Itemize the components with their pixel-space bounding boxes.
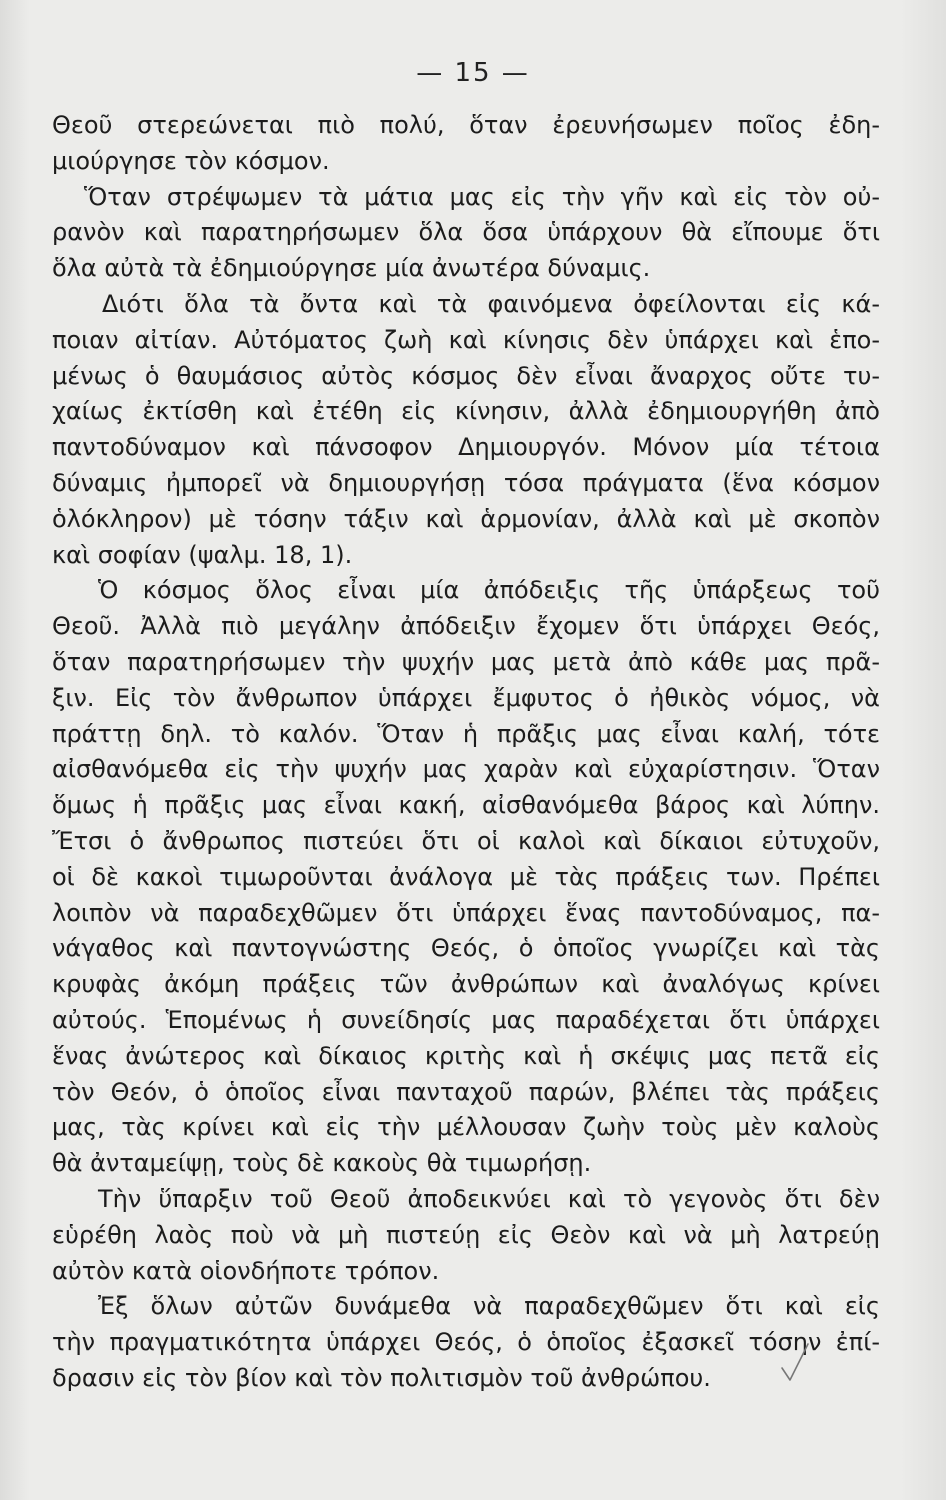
text-line: μένως ὁ θαυμάσιος αὐτὸς κόσμος δὲν εἶναι ἄναρχος οὔτε τυ- bbox=[52, 361, 880, 390]
text-line: αὐτούς. Ἑπομένως ἡ συνείδησίς μας παραδέχεται ὅτι ὑπάρχει bbox=[52, 1005, 880, 1034]
text-line: νάγαθος καὶ παντογνώστης Θεός, ὁ ὁποῖος γνωρίζει καὶ τὰς bbox=[52, 934, 880, 963]
text-line: εὑρέθη λαὸς ποὺ νὰ μὴ πιστεύῃ εἰς Θεὸν καὶ νὰ μὴ λατρεύῃ bbox=[52, 1220, 880, 1249]
handwritten-checkmark-icon bbox=[780, 1342, 810, 1384]
text-line: πράττῃ δηλ. τὸ καλόν. Ὅταν ἡ πρᾶξις μας εἶναι καλή, τότε bbox=[52, 719, 880, 748]
text-line: χαίως ἐκτίσθη καὶ ἐτέθη εἰς κίνησιν, ἀλλὰ ἐδημιουργήθη ἀπὸ bbox=[52, 397, 880, 426]
text-line: παντοδύναμον καὶ πάνσοφον Δημιουργόν. Μόνον μία τέτοια bbox=[52, 433, 880, 462]
text-line: ξιν. Εἰς τὸν ἄνθρωπον ὑπάρχει ἔμφυτος ὁ ἠθικὸς νόμος, νὰ bbox=[52, 683, 880, 712]
text-line: ποιαν αἰτίαν. Αὐτόματος ζωὴ καὶ κίνησις δὲν ὑπάρχει καὶ ἑπο- bbox=[52, 325, 880, 354]
page-number: — 15 — bbox=[416, 58, 530, 88]
text-line: Ὅταν στρέψωμεν τὰ μάτια μας εἰς τὴν γῆν καὶ εἰς τὸν οὐ- bbox=[84, 182, 880, 211]
text-line: οἱ δὲ κακοὶ τιμωροῦνται ἀνάλογα μὲ τὰς πράξεις των. Πρέπει bbox=[52, 862, 880, 891]
text-line: Τὴν ὕπαρξιν τοῦ Θεοῦ ἀποδεικνύει καὶ τὸ γεγονὸς ὅτι δὲν bbox=[98, 1184, 880, 1213]
text-line: αὐτὸν κατὰ οἱονδήποτε τρόπον. bbox=[52, 1256, 440, 1285]
text-line: μιούργησε τὸν κόσμον. bbox=[52, 146, 330, 175]
text-line: λοιπὸν νὰ παραδεχθῶμεν ὅτι ὑπάρχει ἕνας παντοδύναμος, πα- bbox=[52, 898, 880, 927]
text-line: τὴν πραγματικότητα ὑπάρχει Θεός, ὁ ὁποῖος ἐξασκεῖ τόσην ἐπί- bbox=[52, 1328, 880, 1357]
text-line: ὅλα αὐτὰ τὰ ἐδημιούργησε μία ἀνωτέρα δύναμις. bbox=[52, 254, 651, 283]
text-line: ὁλόκληρον) μὲ τόσην τάξιν καὶ ἁρμονίαν, ἀλλὰ καὶ μὲ σκοπὸν bbox=[52, 504, 880, 533]
text-line: Θεοῦ. Ἀλλὰ πιὸ μεγάλην ἀπόδειξιν ἔχομεν ὅτι ὑπάρχει Θεός, bbox=[52, 612, 880, 641]
text-line: Ἔτσι ὁ ἄνθρωπος πιστεύει ὅτι οἱ καλοὶ καὶ δίκαιοι εὐτυχοῦν, bbox=[52, 826, 880, 855]
text-line: Θεοῦ στερεώνεται πιὸ πολύ, ὅταν ἐρευνήσωμεν ποῖος ἐδη- bbox=[52, 111, 880, 139]
text-line: τὸν Θεόν, ὁ ὁποῖος εἶναι πανταχοῦ παρών, βλέπει τὰς πράξεις bbox=[52, 1077, 880, 1106]
text-line: μας, τὰς κρίνει καὶ εἰς τὴν μέλλουσαν ζωὴν τοὺς μὲν καλοὺς bbox=[52, 1113, 880, 1142]
text-line: θὰ ἀνταμείψῃ, τοὺς δὲ κακοὺς θὰ τιμωρήσῃ. bbox=[52, 1149, 592, 1178]
text-line: ὅμως ἡ πρᾶξις μας εἶναι κακή, αἰσθανόμεθα βάρος καὶ λύπην. bbox=[52, 791, 880, 820]
text-line: Ἐξ ὅλων αὐτῶν δυνάμεθα νὰ παραδεχθῶμεν ὅτι καὶ εἰς bbox=[98, 1292, 880, 1321]
body-text bbox=[52, 108, 880, 1397]
text-line: ἕνας ἀνώτερος καὶ δίκαιος κριτὴς καὶ ἡ σκέψις μας πετᾶ εἰς bbox=[52, 1041, 880, 1070]
text-line: ὅταν παρατηρήσωμεν τὴν ψυχήν μας μετὰ ἀπὸ κάθε μας πρᾶ- bbox=[52, 647, 880, 676]
text-line: κρυφὰς ἀκόμη πράξεις τῶν ἀνθρώπων καὶ ἀναλόγως κρίνει bbox=[52, 970, 880, 999]
text-line: καὶ σοφίαν (ψαλμ. 18, 1). bbox=[52, 540, 353, 569]
text-line: αἰσθανόμεθα εἰς τὴν ψυχήν μας χαρὰν καὶ εὐχαρίστησιν. Ὅταν bbox=[52, 755, 880, 784]
text-line: δρασιν εἰς τὸν βίον καὶ τὸν πολιτισμὸν τοῦ ἀνθρώπου. bbox=[52, 1363, 711, 1392]
text-line: Ὁ κόσμος ὅλος εἶναι μία ἀπόδειξις τῆς ὑπάρξεως τοῦ bbox=[98, 576, 880, 605]
text-line: ρανὸν καὶ παρατηρήσωμεν ὅλα ὅσα ὑπάρχουν θὰ εἴπουμε ὅτι bbox=[52, 218, 880, 247]
text-line: Διότι ὅλα τὰ ὄντα καὶ τὰ φαινόμενα ὀφείλονται εἰς κά- bbox=[102, 289, 880, 318]
text-line: δύναμις ἠμπορεῖ νὰ δημιουργήσῃ τόσα πράγματα (ἕνα κόσμον bbox=[52, 468, 880, 497]
